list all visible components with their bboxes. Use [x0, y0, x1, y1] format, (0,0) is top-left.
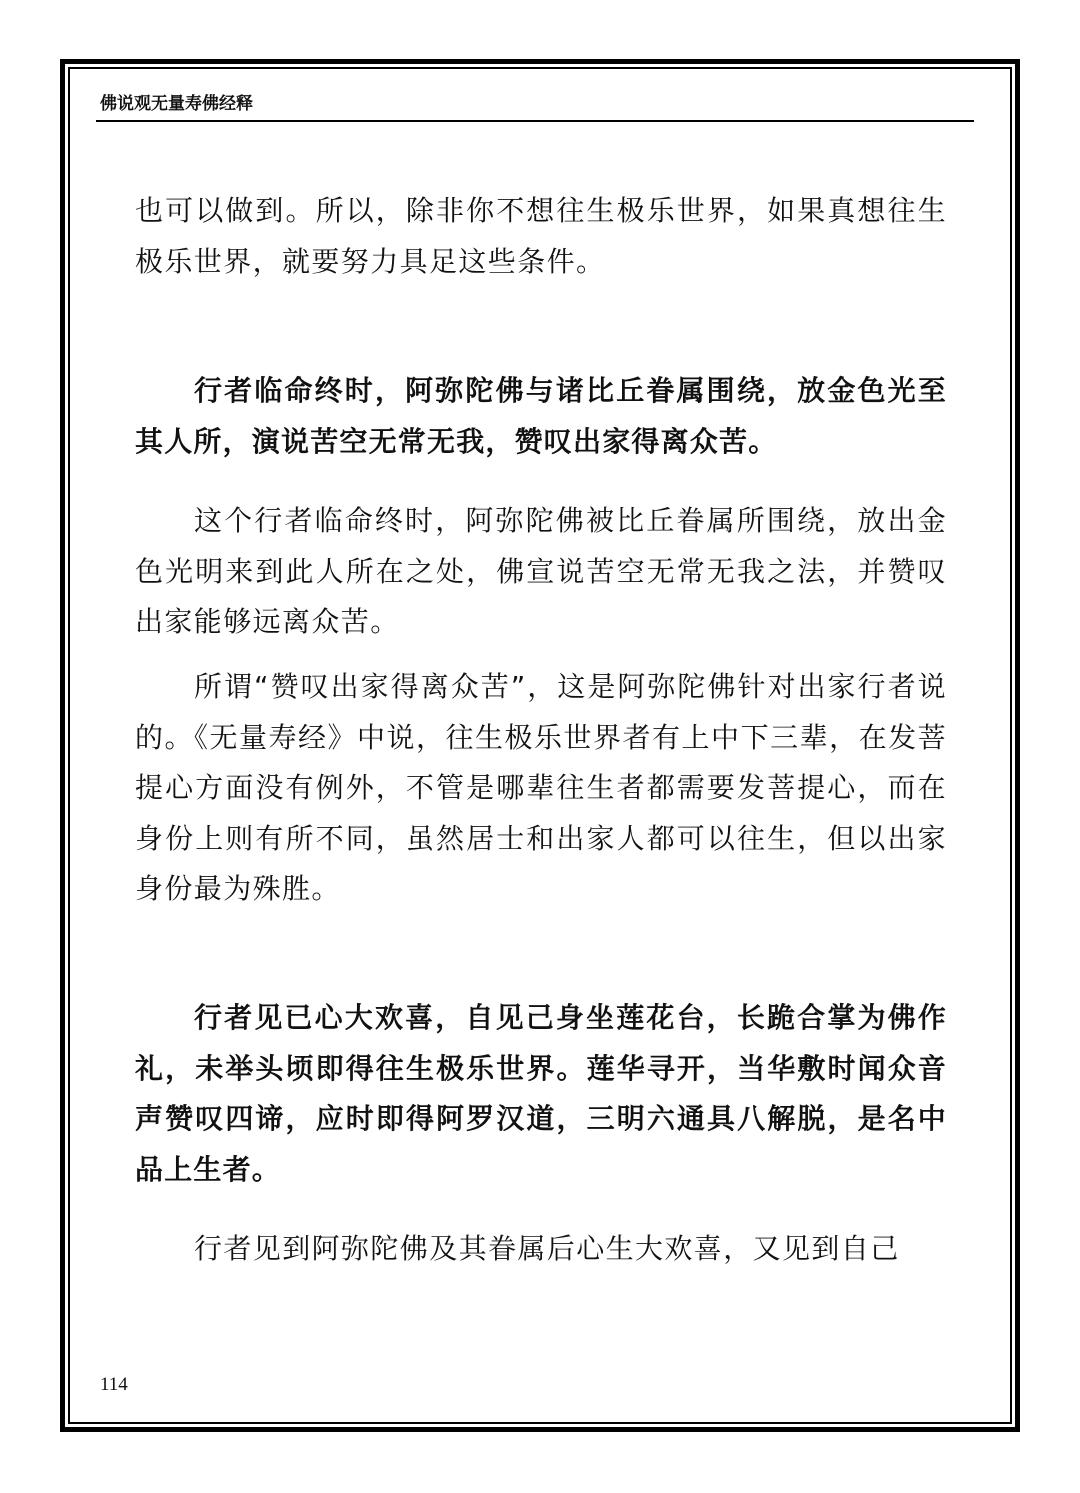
commentary-paragraph-2: 所谓“赞叹出家得离众苦”，这是阿弥陀佛针对出家行者说的。《无量寿经》中说，往生极乐世界者有上中下三辈，在发菩提心方面没有例外，不管是哪辈往生者都需要发菩提心，而在身份上则有所不同，虽然居士和出家人都可以往生，但以出家身份最为殊胜。	[135, 670, 947, 905]
page-number: 114	[100, 1374, 128, 1395]
sutra-quote-1: 行者临命终时，阿弥陀佛与诸比丘眷属围绕，放金色光至其人所，演说苦空无常无我，赞叹出家得离众苦。	[135, 374, 947, 458]
paragraph-continued: 也可以做到。所以，除非你不想往生极乐世界，如果真想往生极乐世界，就要努力具足这些条件。	[135, 194, 947, 278]
header-rule	[96, 120, 974, 122]
sutra-quote-2: 行者见已心大欢喜，自见己身坐莲花台，长跪合掌为佛作礼，未举头顷即得往生极乐世界。莲华寻开，当华敷时闻众音声赞叹四谛，应时即得阿罗汉道，三明六通具八解脱，是名中品上生者。	[135, 1001, 947, 1186]
commentary-paragraph-1: 这个行者临命终时，阿弥陀佛被比丘眷属所围绕，放出金色光明来到此人所在之处，佛宣说苦空无常无我之法，并赞叹出家能够远离众苦。	[135, 504, 947, 638]
running-head-title: 佛说观无量寿佛经释	[100, 94, 253, 114]
commentary-paragraph-3: 行者见到阿弥陀佛及其眷属后心生大欢喜，又见到自己	[194, 1232, 900, 1265]
